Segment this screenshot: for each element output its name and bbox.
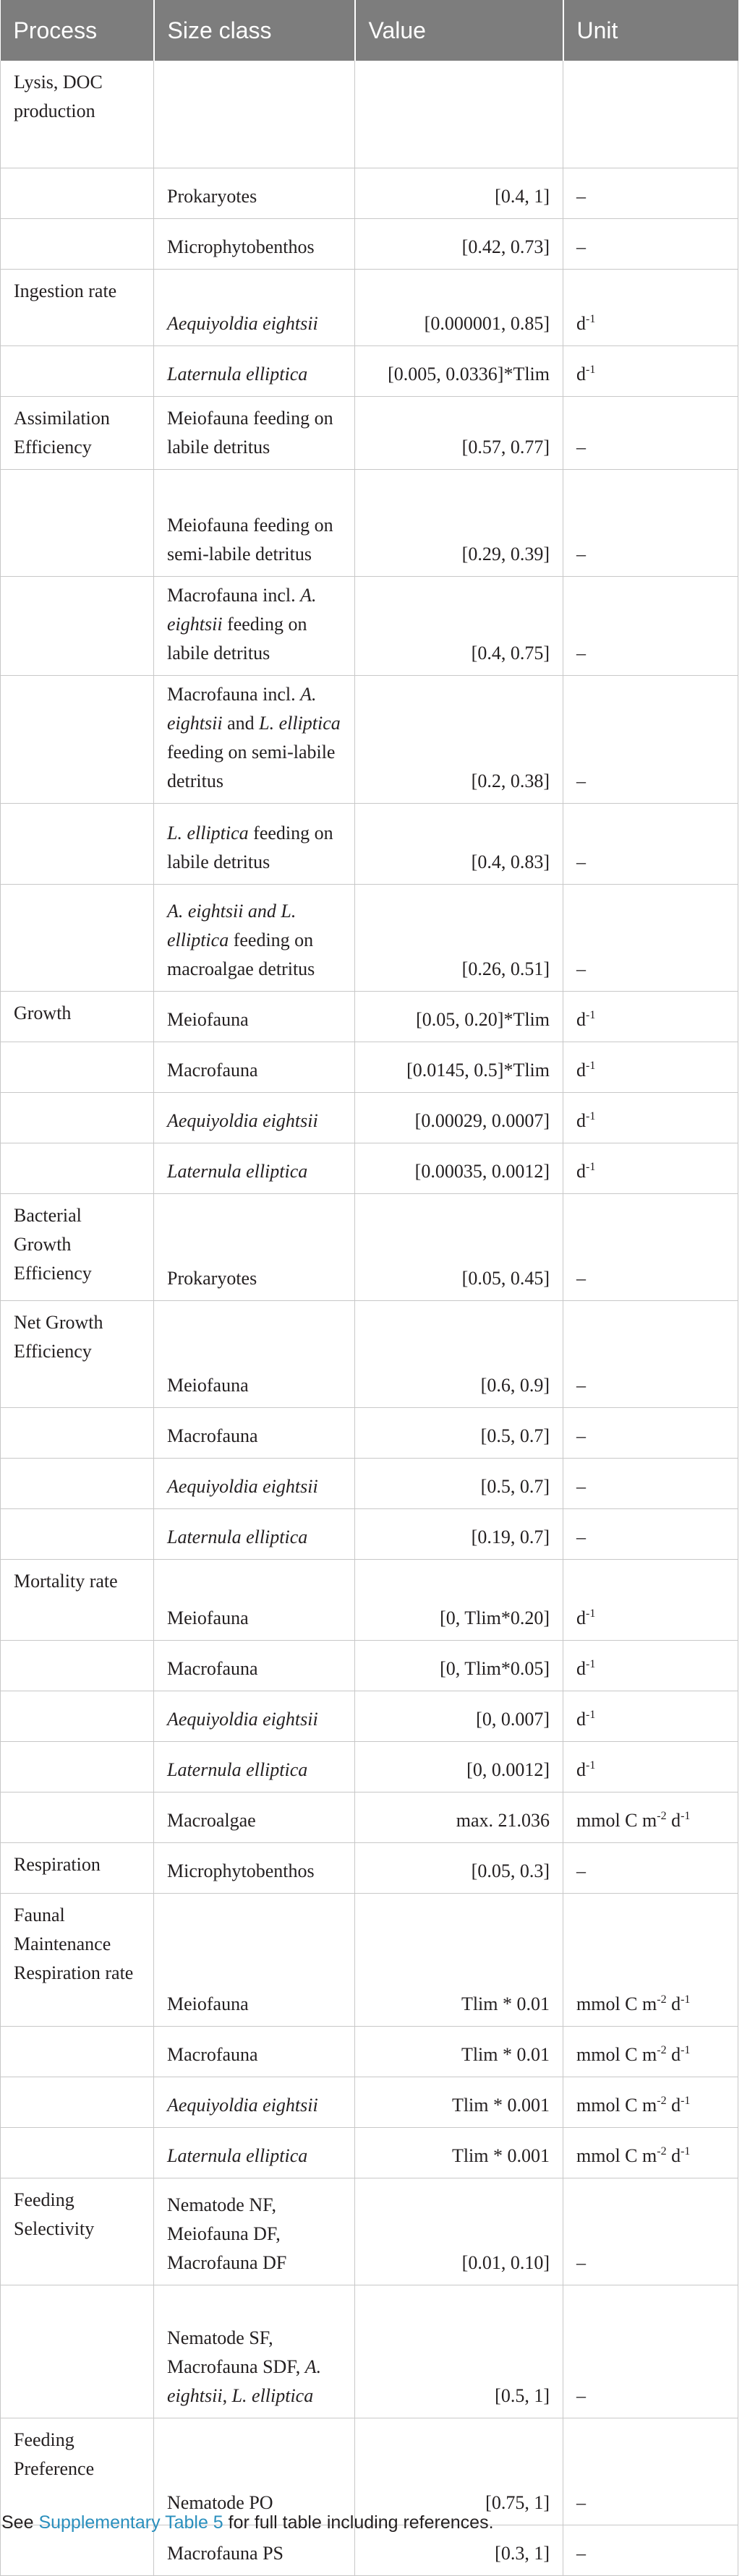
size-class-cell: Macrofauna bbox=[154, 1640, 355, 1691]
process-cell bbox=[1, 2285, 154, 2418]
size-class-cell: Aequiyoldia eightsii bbox=[154, 269, 355, 345]
unit-text: d bbox=[576, 363, 586, 385]
unit-cell bbox=[563, 2178, 738, 2285]
unit-cell bbox=[563, 1893, 738, 2026]
size-class-cell: Aequiyoldia eightsii bbox=[154, 2077, 355, 2127]
unit-cell bbox=[563, 1792, 738, 1842]
unit-cell bbox=[563, 269, 738, 345]
size-class-cell bbox=[154, 803, 355, 884]
table-row bbox=[1, 2127, 738, 2178]
unit-cell bbox=[563, 1640, 738, 1691]
value-cell: [0.19, 0.7] bbox=[355, 1508, 563, 1559]
unit-text: – bbox=[576, 1860, 586, 1881]
process-cell bbox=[1, 2077, 154, 2127]
size-class-cell: Nematode NF, Meiofauna DF, Macrofauna DF bbox=[154, 2178, 355, 2285]
unit-exponent: -1 bbox=[586, 363, 596, 376]
size-class-cell: Laternula elliptica bbox=[154, 1741, 355, 1792]
size-class-cell bbox=[154, 2285, 355, 2418]
value-cell: [0.0145, 0.5]*Tlim bbox=[355, 1042, 563, 1092]
process-cell bbox=[1, 1691, 154, 1741]
unit-exponent: -2 bbox=[657, 2144, 667, 2158]
size-class-part: Macrofauna incl. bbox=[167, 683, 301, 705]
process-cell: Feeding Preference bbox=[1, 2418, 154, 2525]
value-cell: Tlim * 0.001 bbox=[355, 2077, 563, 2127]
unit-cell bbox=[563, 1842, 738, 1893]
size-class-part: L. elliptica bbox=[231, 2384, 314, 2406]
process-cell bbox=[1, 1640, 154, 1691]
table-row bbox=[1, 1842, 738, 1893]
unit-text-secondary: d bbox=[666, 1993, 681, 2014]
table-row bbox=[1, 1042, 738, 1092]
unit-exponent: -1 bbox=[586, 312, 596, 325]
unit-cell bbox=[563, 803, 738, 884]
table-row bbox=[1, 1640, 738, 1691]
unit-text: d bbox=[576, 1109, 586, 1131]
size-class-cell: Microphytobenthos bbox=[154, 1842, 355, 1893]
unit-cell bbox=[563, 2525, 738, 2575]
size-class-cell: Macroalgae bbox=[154, 1792, 355, 1842]
unit-exponent: -1 bbox=[586, 1708, 596, 1721]
unit-exponent-secondary: -1 bbox=[681, 2094, 691, 2107]
header-unit: Unit bbox=[563, 0, 738, 61]
value-cell: [0.2, 0.38] bbox=[355, 675, 563, 803]
size-class-part: Macrofauna incl. bbox=[167, 584, 301, 606]
unit-text: – bbox=[576, 1374, 586, 1396]
unit-text: mmol C m bbox=[576, 2043, 657, 2065]
footnote-suffix: for full table including references. bbox=[223, 2512, 494, 2533]
header-size-class: Size class bbox=[154, 0, 355, 61]
value-cell: [0.4, 0.83] bbox=[355, 803, 563, 884]
value-cell: [0.05, 0.45] bbox=[355, 1193, 563, 1300]
unit-text-secondary: d bbox=[666, 2043, 681, 2065]
footnote bbox=[1, 2512, 494, 2533]
value-cell: [0.5, 0.7] bbox=[355, 1407, 563, 1458]
process-cell: Lysis, DOC production bbox=[1, 61, 154, 168]
unit-text: – bbox=[576, 543, 586, 564]
unit-text: – bbox=[576, 2384, 586, 2406]
value-cell: [0.05, 0.20]*Tlim bbox=[355, 991, 563, 1042]
process-cell bbox=[1, 168, 154, 218]
unit-text: – bbox=[576, 851, 586, 872]
unit-cell bbox=[563, 675, 738, 803]
unit-cell bbox=[563, 884, 738, 991]
table-header bbox=[1, 0, 738, 61]
unit-text: mmol C m bbox=[576, 2144, 657, 2166]
unit-cell bbox=[563, 1559, 738, 1640]
size-class-cell: Laternula elliptica bbox=[154, 1143, 355, 1193]
table-row bbox=[1, 1458, 738, 1508]
size-class-cell bbox=[154, 675, 355, 803]
process-cell: Assimilation Efficiency bbox=[1, 396, 154, 469]
unit-exponent: -1 bbox=[586, 1607, 596, 1620]
unit-cell bbox=[563, 2127, 738, 2178]
table-row bbox=[1, 884, 738, 991]
size-class-cell: Macrofauna bbox=[154, 2026, 355, 2077]
unit-text: d bbox=[576, 1708, 586, 1730]
size-class-cell: Meiofauna bbox=[154, 991, 355, 1042]
unit-exponent: -2 bbox=[657, 1993, 667, 2006]
unit-text: d bbox=[576, 1607, 586, 1628]
process-cell: Mortality rate bbox=[1, 1559, 154, 1640]
unit-cell bbox=[563, 469, 738, 576]
unit-exponent: -1 bbox=[586, 1160, 596, 1173]
size-class-cell: Microphytobenthos bbox=[154, 218, 355, 269]
process-cell bbox=[1, 675, 154, 803]
unit-text: – bbox=[576, 1526, 586, 1547]
table-row bbox=[1, 1893, 738, 2026]
value-cell: [0.005, 0.0336]*Tlim bbox=[355, 345, 563, 396]
value-cell: [0.00035, 0.0012] bbox=[355, 1143, 563, 1193]
table-row bbox=[1, 1508, 738, 1559]
size-class-cell: Laternula elliptica bbox=[154, 345, 355, 396]
value-cell: [0.29, 0.39] bbox=[355, 469, 563, 576]
size-class-cell: Macrofauna bbox=[154, 1042, 355, 1092]
unit-text: – bbox=[576, 642, 586, 664]
unit-cell bbox=[563, 1691, 738, 1741]
table-row bbox=[1, 1193, 738, 1300]
unit-text: – bbox=[576, 958, 586, 979]
footnote-prefix: See bbox=[1, 2512, 39, 2533]
table-row bbox=[1, 1792, 738, 1842]
table-row bbox=[1, 675, 738, 803]
unit-exponent-secondary: -1 bbox=[681, 1809, 691, 1822]
unit-cell bbox=[563, 1092, 738, 1143]
value-cell: [0.57, 0.77] bbox=[355, 396, 563, 469]
table-row bbox=[1, 269, 738, 345]
size-class-part: , bbox=[222, 2384, 232, 2406]
value-cell: [0.75, 1] bbox=[355, 2418, 563, 2525]
size-class-cell: Laternula elliptica bbox=[154, 1508, 355, 1559]
table-row bbox=[1, 396, 738, 469]
unit-text: d bbox=[576, 1008, 586, 1030]
process-cell bbox=[1, 1042, 154, 1092]
unit-cell bbox=[563, 1407, 738, 1458]
process-cell: Bacterial Growth Efficiency bbox=[1, 1193, 154, 1300]
unit-exponent-secondary: -1 bbox=[681, 2043, 691, 2056]
process-cell: Ingestion rate bbox=[1, 269, 154, 345]
table-row bbox=[1, 2418, 738, 2525]
value-cell: [0, 0.007] bbox=[355, 1691, 563, 1741]
size-class-cell: Meiofauna bbox=[154, 1893, 355, 2026]
unit-text: d bbox=[576, 1160, 586, 1182]
unit-cell bbox=[563, 1300, 738, 1407]
process-cell bbox=[1, 2026, 154, 2077]
unit-exponent: -2 bbox=[657, 2094, 667, 2107]
table-row bbox=[1, 1092, 738, 1143]
value-cell: [0.5, 0.7] bbox=[355, 1458, 563, 1508]
unit-exponent: -1 bbox=[586, 1059, 596, 1072]
size-class-cell: Laternula elliptica bbox=[154, 2127, 355, 2178]
unit-text: – bbox=[576, 1267, 586, 1289]
unit-exponent: -1 bbox=[586, 1008, 596, 1021]
unit-cell bbox=[563, 1042, 738, 1092]
size-class-part: L. elliptica bbox=[259, 712, 341, 734]
supplementary-table-link[interactable]: Supplementary Table 5 bbox=[38, 2512, 223, 2533]
unit-cell bbox=[563, 396, 738, 469]
value-cell: [0, 0.0012] bbox=[355, 1741, 563, 1792]
size-class-cell bbox=[154, 61, 355, 168]
table-row bbox=[1, 61, 738, 168]
unit-text: – bbox=[576, 2542, 586, 2564]
table-row bbox=[1, 168, 738, 218]
unit-text: – bbox=[576, 770, 586, 791]
size-class-cell: Meiofauna bbox=[154, 1300, 355, 1407]
unit-exponent: -1 bbox=[586, 1657, 596, 1670]
unit-text: – bbox=[576, 2251, 586, 2273]
table-row bbox=[1, 218, 738, 269]
unit-cell bbox=[563, 991, 738, 1042]
size-class-cell: Prokaryotes bbox=[154, 168, 355, 218]
unit-exponent: -1 bbox=[586, 1109, 596, 1122]
value-cell: [0.00029, 0.0007] bbox=[355, 1092, 563, 1143]
size-class-cell: Meiofauna bbox=[154, 1559, 355, 1640]
value-cell: Tlim * 0.01 bbox=[355, 2026, 563, 2077]
process-cell bbox=[1, 1458, 154, 1508]
size-class-cell: Aequiyoldia eightsii bbox=[154, 1092, 355, 1143]
value-cell: [0.42, 0.73] bbox=[355, 218, 563, 269]
size-class-part: L. elliptica bbox=[167, 822, 249, 843]
unit-exponent-secondary: -1 bbox=[681, 2144, 691, 2158]
size-class-part: A. eightsii bbox=[167, 683, 317, 734]
unit-text-secondary: d bbox=[666, 2144, 681, 2166]
header-process: Process bbox=[1, 0, 154, 61]
process-cell: Net Growth Efficiency bbox=[1, 1300, 154, 1407]
table-row bbox=[1, 991, 738, 1042]
table-row bbox=[1, 576, 738, 675]
table-row bbox=[1, 1559, 738, 1640]
unit-exponent-secondary: -1 bbox=[681, 1993, 691, 2006]
unit-cell bbox=[563, 2077, 738, 2127]
process-cell: Growth bbox=[1, 991, 154, 1042]
size-class-part: A. eightsii and L. elliptica bbox=[167, 900, 297, 950]
size-class-cell bbox=[154, 884, 355, 991]
unit-cell bbox=[563, 576, 738, 675]
unit-cell bbox=[563, 218, 738, 269]
size-class-part: feeding on macroalgae detritus bbox=[167, 929, 315, 979]
size-class-part: feeding on labile detritus bbox=[167, 613, 307, 664]
table-row bbox=[1, 1300, 738, 1407]
unit-cell bbox=[563, 1143, 738, 1193]
unit-text-secondary: d bbox=[666, 2094, 681, 2116]
unit-text: mmol C m bbox=[576, 1809, 657, 1831]
value-cell: Tlim * 0.01 bbox=[355, 1893, 563, 2026]
table-row bbox=[1, 2026, 738, 2077]
unit-cell bbox=[563, 2418, 738, 2525]
unit-text: – bbox=[576, 185, 586, 207]
unit-cell bbox=[563, 168, 738, 218]
size-class-part: A. eightsii bbox=[167, 2356, 322, 2406]
unit-cell bbox=[563, 345, 738, 396]
value-cell: [0.26, 0.51] bbox=[355, 884, 563, 991]
size-class-cell: Prokaryotes bbox=[154, 1193, 355, 1300]
table-row bbox=[1, 1407, 738, 1458]
table-row bbox=[1, 2077, 738, 2127]
process-cell bbox=[1, 1792, 154, 1842]
unit-exponent: -1 bbox=[586, 1759, 596, 1772]
value-cell: [0.4, 0.75] bbox=[355, 576, 563, 675]
process-cell bbox=[1, 345, 154, 396]
unit-text: mmol C m bbox=[576, 1993, 657, 2014]
process-cell bbox=[1, 803, 154, 884]
unit-cell bbox=[563, 61, 738, 168]
value-cell: [0, Tlim*0.20] bbox=[355, 1559, 563, 1640]
unit-cell bbox=[563, 1193, 738, 1300]
value-cell: [0.05, 0.3] bbox=[355, 1842, 563, 1893]
size-class-part: Nematode SF, Macrofauna SDF, bbox=[167, 2327, 305, 2377]
value-cell: [0.6, 0.9] bbox=[355, 1300, 563, 1407]
size-class-cell: Meiofauna feeding on semi-labile detritus bbox=[154, 469, 355, 576]
unit-exponent: -2 bbox=[657, 2043, 667, 2056]
size-class-part: feeding on labile detritus bbox=[167, 822, 333, 872]
unit-cell bbox=[563, 1458, 738, 1508]
value-cell: max. 21.036 bbox=[355, 1792, 563, 1842]
unit-cell bbox=[563, 1508, 738, 1559]
value-cell: [0.01, 0.10] bbox=[355, 2178, 563, 2285]
value-cell: [0.000001, 0.85] bbox=[355, 269, 563, 345]
process-cell bbox=[1, 576, 154, 675]
table-row bbox=[1, 2285, 738, 2418]
value-cell: [0.5, 1] bbox=[355, 2285, 563, 2418]
unit-cell bbox=[563, 2285, 738, 2418]
header-row bbox=[1, 0, 738, 61]
process-cell bbox=[1, 1407, 154, 1458]
unit-text: – bbox=[576, 436, 586, 458]
unit-cell bbox=[563, 1741, 738, 1792]
process-cell bbox=[1, 1741, 154, 1792]
process-cell bbox=[1, 2127, 154, 2178]
size-class-cell bbox=[154, 576, 355, 675]
process-cell bbox=[1, 218, 154, 269]
table-row bbox=[1, 345, 738, 396]
size-class-cell: Nematode PO bbox=[154, 2418, 355, 2525]
unit-text: d bbox=[576, 1059, 586, 1081]
size-class-cell: Macrofauna PS bbox=[154, 2525, 355, 2575]
unit-text: d bbox=[576, 1759, 586, 1780]
size-class-part: A. eightsii bbox=[167, 584, 317, 635]
process-cell bbox=[1, 1508, 154, 1559]
unit-text: – bbox=[576, 236, 586, 257]
unit-text: – bbox=[576, 1475, 586, 1497]
process-cell bbox=[1, 469, 154, 576]
size-class-cell: Macrofauna bbox=[154, 1407, 355, 1458]
size-class-cell: Aequiyoldia eightsii bbox=[154, 1691, 355, 1741]
value-cell: [0.4, 1] bbox=[355, 168, 563, 218]
header-value: Value bbox=[355, 0, 563, 61]
table-row bbox=[1, 2178, 738, 2285]
size-class-part: feeding on semi-labile detritus bbox=[167, 741, 336, 791]
unit-text: d bbox=[576, 1657, 586, 1679]
unit-text-secondary: d bbox=[666, 1809, 681, 1831]
table-row bbox=[1, 803, 738, 884]
table-row bbox=[1, 1741, 738, 1792]
process-cell: Feeding Selectivity bbox=[1, 2178, 154, 2285]
unit-text: – bbox=[576, 2491, 586, 2513]
process-cell: Faunal Maintenance Respiration rate bbox=[1, 1893, 154, 2026]
size-class-cell: Meiofauna feeding on labile detritus bbox=[154, 396, 355, 469]
unit-text: d bbox=[576, 312, 586, 334]
table-row bbox=[1, 1143, 738, 1193]
unit-text: mmol C m bbox=[576, 2094, 657, 2116]
value-cell bbox=[355, 61, 563, 168]
value-cell: Tlim * 0.001 bbox=[355, 2127, 563, 2178]
table-row bbox=[1, 469, 738, 576]
table-body bbox=[1, 61, 738, 2575]
size-class-cell: Aequiyoldia eightsii bbox=[154, 1458, 355, 1508]
process-cell bbox=[1, 1092, 154, 1143]
table-row bbox=[1, 1691, 738, 1741]
unit-text: – bbox=[576, 1425, 586, 1446]
process-cell: Respiration bbox=[1, 1842, 154, 1893]
value-cell: [0.3, 1] bbox=[355, 2525, 563, 2575]
value-cell: [0, Tlim*0.05] bbox=[355, 1640, 563, 1691]
size-class-part: and bbox=[222, 712, 260, 734]
process-cell bbox=[1, 1143, 154, 1193]
process-cell bbox=[1, 884, 154, 991]
unit-exponent: -2 bbox=[657, 1809, 667, 1822]
unit-cell bbox=[563, 2026, 738, 2077]
